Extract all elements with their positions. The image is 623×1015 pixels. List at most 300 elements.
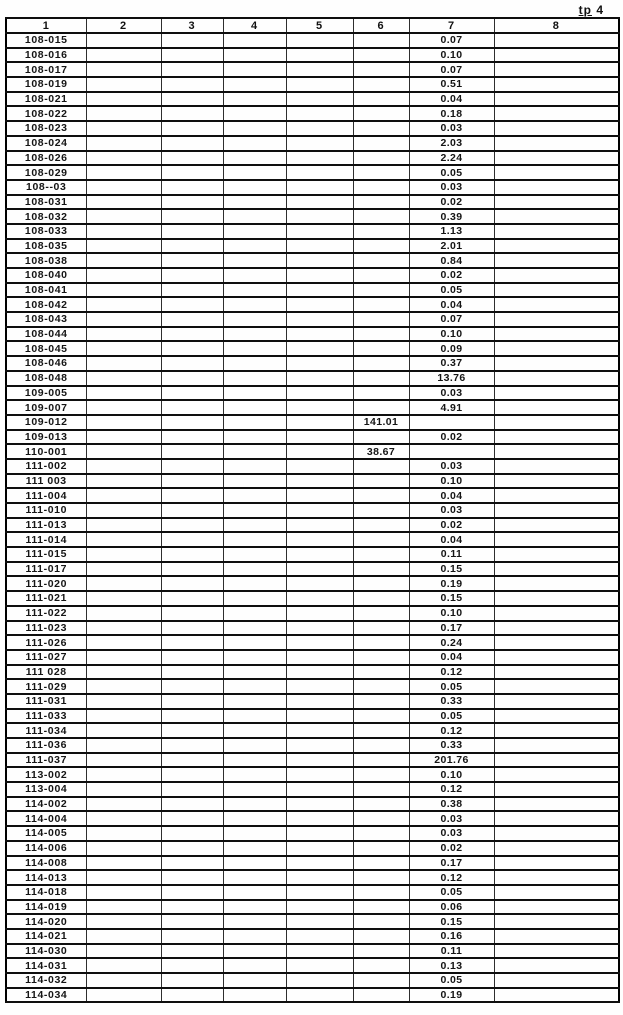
empty-cell xyxy=(86,767,161,782)
value-cell: 0.04 xyxy=(409,92,494,107)
value-cell: 1.13 xyxy=(409,224,494,239)
empty-cell xyxy=(494,180,619,195)
empty-cell xyxy=(494,635,619,650)
empty-cell xyxy=(223,650,286,665)
empty-cell xyxy=(286,591,353,606)
empty-cell xyxy=(161,444,223,459)
empty-cell xyxy=(86,268,161,283)
row-id-cell: 108-032 xyxy=(6,209,86,224)
row-id-cell: 114-020 xyxy=(6,914,86,929)
value-cell: 0.03 xyxy=(409,386,494,401)
empty-cell xyxy=(223,929,286,944)
empty-cell xyxy=(409,444,494,459)
empty-cell xyxy=(494,312,619,327)
empty-cell xyxy=(353,723,409,738)
row-id-cell: 111 028 xyxy=(6,665,86,680)
empty-cell xyxy=(86,665,161,680)
table-row xyxy=(6,459,619,474)
value-cell: 0.12 xyxy=(409,870,494,885)
empty-cell xyxy=(286,62,353,77)
row-id-cell: 111-020 xyxy=(6,576,86,591)
empty-cell xyxy=(494,562,619,577)
empty-cell xyxy=(353,738,409,753)
value-cell: 0.17 xyxy=(409,856,494,871)
empty-cell xyxy=(494,62,619,77)
empty-cell xyxy=(223,106,286,121)
table-row xyxy=(6,665,619,680)
row-id-cell: 108-040 xyxy=(6,268,86,283)
table-row xyxy=(6,195,619,210)
empty-cell xyxy=(161,606,223,621)
row-id-cell: 111-029 xyxy=(6,679,86,694)
row-id-cell: 114-019 xyxy=(6,900,86,915)
empty-cell xyxy=(161,841,223,856)
row-id-cell: 114-032 xyxy=(6,973,86,988)
empty-cell xyxy=(353,870,409,885)
empty-cell xyxy=(286,444,353,459)
value-cell: 4.91 xyxy=(409,400,494,415)
empty-cell xyxy=(353,488,409,503)
empty-cell xyxy=(161,826,223,841)
empty-cell xyxy=(286,709,353,724)
empty-cell xyxy=(286,856,353,871)
empty-cell xyxy=(223,268,286,283)
table-row xyxy=(6,136,619,151)
empty-cell xyxy=(86,503,161,518)
row-id-cell: 113-002 xyxy=(6,767,86,782)
empty-cell xyxy=(161,48,223,63)
empty-cell xyxy=(223,209,286,224)
empty-cell xyxy=(86,929,161,944)
row-id-cell: 108-033 xyxy=(6,224,86,239)
value-cell: 0.02 xyxy=(409,518,494,533)
table-row xyxy=(6,944,619,959)
empty-cell xyxy=(161,532,223,547)
empty-cell xyxy=(494,474,619,489)
empty-cell xyxy=(161,253,223,268)
empty-cell xyxy=(494,224,619,239)
empty-cell xyxy=(86,106,161,121)
empty-cell xyxy=(494,77,619,92)
empty-cell xyxy=(353,841,409,856)
value-cell: 0.07 xyxy=(409,33,494,48)
empty-cell xyxy=(86,474,161,489)
value-cell: 0.04 xyxy=(409,297,494,312)
empty-cell xyxy=(353,826,409,841)
value-cell: 0.12 xyxy=(409,665,494,680)
empty-cell xyxy=(161,415,223,430)
empty-cell xyxy=(161,121,223,136)
empty-cell xyxy=(286,165,353,180)
row-id-cell: 109-005 xyxy=(6,386,86,401)
empty-cell xyxy=(353,195,409,210)
empty-cell xyxy=(161,562,223,577)
empty-cell xyxy=(223,870,286,885)
empty-cell xyxy=(286,92,353,107)
empty-cell xyxy=(494,870,619,885)
row-id-cell: 110-001 xyxy=(6,444,86,459)
column-header-8: 8 xyxy=(494,18,619,33)
empty-cell xyxy=(223,856,286,871)
empty-cell xyxy=(161,503,223,518)
value-cell: 0.10 xyxy=(409,606,494,621)
table-row xyxy=(6,430,619,445)
row-id-cell: 108-017 xyxy=(6,62,86,77)
empty-cell xyxy=(286,195,353,210)
empty-cell xyxy=(223,988,286,1003)
empty-cell xyxy=(86,297,161,312)
value-cell: 0.02 xyxy=(409,430,494,445)
row-id-cell: 111-010 xyxy=(6,503,86,518)
empty-cell xyxy=(353,106,409,121)
empty-cell xyxy=(286,900,353,915)
empty-cell xyxy=(223,753,286,768)
empty-cell xyxy=(223,400,286,415)
empty-cell xyxy=(86,591,161,606)
table-row xyxy=(6,444,619,459)
empty-cell xyxy=(223,151,286,166)
empty-cell xyxy=(223,165,286,180)
empty-cell xyxy=(353,532,409,547)
empty-cell xyxy=(286,488,353,503)
empty-cell xyxy=(353,400,409,415)
empty-cell xyxy=(86,459,161,474)
empty-cell xyxy=(86,430,161,445)
column-header-2: 2 xyxy=(86,18,161,33)
empty-cell xyxy=(494,988,619,1003)
data-table xyxy=(5,17,620,1003)
page-label-number: 4 xyxy=(596,3,604,17)
empty-cell xyxy=(223,738,286,753)
empty-cell xyxy=(161,224,223,239)
empty-cell xyxy=(409,415,494,430)
empty-cell xyxy=(353,327,409,342)
value-cell: 0.04 xyxy=(409,650,494,665)
empty-cell xyxy=(286,635,353,650)
empty-cell xyxy=(223,283,286,298)
empty-cell xyxy=(353,503,409,518)
empty-cell xyxy=(161,621,223,636)
empty-cell xyxy=(494,239,619,254)
row-id-cell: 108-024 xyxy=(6,136,86,151)
empty-cell xyxy=(286,341,353,356)
empty-cell xyxy=(223,723,286,738)
empty-cell xyxy=(223,547,286,562)
empty-cell xyxy=(161,958,223,973)
empty-cell xyxy=(86,400,161,415)
empty-cell xyxy=(86,547,161,562)
empty-cell xyxy=(286,386,353,401)
empty-cell xyxy=(286,576,353,591)
table-row xyxy=(6,341,619,356)
row-id-cell: 114-008 xyxy=(6,856,86,871)
value-cell: 0.03 xyxy=(409,121,494,136)
empty-cell xyxy=(353,797,409,812)
empty-cell xyxy=(86,151,161,166)
empty-cell xyxy=(161,811,223,826)
table-row xyxy=(6,826,619,841)
empty-cell xyxy=(353,988,409,1003)
row-id-cell: 108-044 xyxy=(6,327,86,342)
empty-cell xyxy=(86,650,161,665)
empty-cell xyxy=(494,48,619,63)
table-row xyxy=(6,635,619,650)
empty-cell xyxy=(494,606,619,621)
row-id-cell: 108-022 xyxy=(6,106,86,121)
empty-cell xyxy=(353,914,409,929)
value-cell: 0.38 xyxy=(409,797,494,812)
empty-cell xyxy=(223,591,286,606)
empty-cell xyxy=(494,459,619,474)
empty-cell xyxy=(286,841,353,856)
table-row xyxy=(6,268,619,283)
empty-cell xyxy=(494,165,619,180)
empty-cell xyxy=(223,885,286,900)
empty-cell xyxy=(86,679,161,694)
value-cell: 0.03 xyxy=(409,180,494,195)
empty-cell xyxy=(161,33,223,48)
value-cell: 0.18 xyxy=(409,106,494,121)
empty-cell xyxy=(494,856,619,871)
row-id-cell: 109-007 xyxy=(6,400,86,415)
column-header-row xyxy=(6,18,619,33)
value-cell: 0.12 xyxy=(409,782,494,797)
empty-cell xyxy=(494,797,619,812)
empty-cell xyxy=(494,591,619,606)
empty-cell xyxy=(286,885,353,900)
empty-cell xyxy=(223,606,286,621)
empty-cell xyxy=(494,532,619,547)
value-cell: 0.03 xyxy=(409,826,494,841)
empty-cell xyxy=(161,929,223,944)
value-cell: 0.10 xyxy=(409,474,494,489)
empty-cell xyxy=(86,914,161,929)
empty-cell xyxy=(494,826,619,841)
empty-cell xyxy=(86,576,161,591)
empty-cell xyxy=(223,371,286,386)
row-id-cell: 114-006 xyxy=(6,841,86,856)
table-row xyxy=(6,870,619,885)
empty-cell xyxy=(353,239,409,254)
empty-cell xyxy=(86,885,161,900)
value-cell: 13.76 xyxy=(409,371,494,386)
empty-cell xyxy=(161,459,223,474)
table-row xyxy=(6,518,619,533)
empty-cell xyxy=(353,121,409,136)
empty-cell xyxy=(161,856,223,871)
empty-cell xyxy=(286,782,353,797)
row-id-cell: 111-017 xyxy=(6,562,86,577)
value-cell: 0.05 xyxy=(409,885,494,900)
empty-cell xyxy=(223,826,286,841)
empty-cell xyxy=(353,562,409,577)
empty-cell xyxy=(161,356,223,371)
row-id-cell: 114-030 xyxy=(6,944,86,959)
row-id-cell: 111-034 xyxy=(6,723,86,738)
value-cell: 0.15 xyxy=(409,591,494,606)
empty-cell xyxy=(353,694,409,709)
empty-cell xyxy=(286,503,353,518)
row-id-cell: 108-042 xyxy=(6,297,86,312)
empty-cell xyxy=(86,136,161,151)
empty-cell xyxy=(494,782,619,797)
empty-cell xyxy=(86,386,161,401)
empty-cell xyxy=(86,738,161,753)
empty-cell xyxy=(286,239,353,254)
empty-cell xyxy=(161,738,223,753)
row-id-cell: 114-002 xyxy=(6,797,86,812)
empty-cell xyxy=(353,386,409,401)
empty-cell xyxy=(161,62,223,77)
empty-cell xyxy=(353,312,409,327)
empty-cell xyxy=(286,136,353,151)
row-id-cell: 108-038 xyxy=(6,253,86,268)
empty-cell xyxy=(353,268,409,283)
table-row xyxy=(6,48,619,63)
table-row xyxy=(6,621,619,636)
empty-cell xyxy=(353,591,409,606)
table-row xyxy=(6,371,619,386)
empty-cell xyxy=(494,444,619,459)
empty-cell xyxy=(286,121,353,136)
empty-cell xyxy=(223,900,286,915)
empty-cell xyxy=(86,180,161,195)
table-row xyxy=(6,973,619,988)
table-row xyxy=(6,929,619,944)
table-row xyxy=(6,474,619,489)
row-id-cell: 108-015 xyxy=(6,33,86,48)
empty-cell xyxy=(223,48,286,63)
empty-cell xyxy=(494,268,619,283)
value-cell: 0.05 xyxy=(409,165,494,180)
row-id-cell: 111-037 xyxy=(6,753,86,768)
row-id-cell: 111 003 xyxy=(6,474,86,489)
empty-cell xyxy=(86,341,161,356)
empty-cell xyxy=(223,694,286,709)
table-row xyxy=(6,356,619,371)
empty-cell xyxy=(161,209,223,224)
empty-cell xyxy=(353,136,409,151)
value-cell: 0.39 xyxy=(409,209,494,224)
empty-cell xyxy=(353,679,409,694)
value-cell: 0.02 xyxy=(409,268,494,283)
empty-cell xyxy=(353,885,409,900)
empty-cell xyxy=(223,239,286,254)
row-id-cell: 111-026 xyxy=(6,635,86,650)
empty-cell xyxy=(353,48,409,63)
table-row xyxy=(6,900,619,915)
page-number-label xyxy=(579,3,604,17)
empty-cell xyxy=(286,811,353,826)
empty-cell xyxy=(86,121,161,136)
empty-cell xyxy=(494,841,619,856)
empty-cell xyxy=(161,797,223,812)
empty-cell xyxy=(494,885,619,900)
row-id-cell: 108-023 xyxy=(6,121,86,136)
empty-cell xyxy=(353,635,409,650)
empty-cell xyxy=(353,811,409,826)
empty-cell xyxy=(86,77,161,92)
empty-cell xyxy=(286,312,353,327)
value-cell: 0.51 xyxy=(409,77,494,92)
column-header-3: 3 xyxy=(161,18,223,33)
row-id-cell: 114-021 xyxy=(6,929,86,944)
value-cell: 0.02 xyxy=(409,841,494,856)
value-cell: 0.05 xyxy=(409,679,494,694)
value-cell: 0.19 xyxy=(409,576,494,591)
empty-cell xyxy=(86,782,161,797)
empty-cell xyxy=(353,474,409,489)
empty-cell xyxy=(494,973,619,988)
table-row xyxy=(6,914,619,929)
table-row xyxy=(6,782,619,797)
empty-cell xyxy=(286,253,353,268)
empty-cell xyxy=(286,283,353,298)
empty-cell xyxy=(86,870,161,885)
row-id-cell: 108-043 xyxy=(6,312,86,327)
empty-cell xyxy=(353,665,409,680)
empty-cell xyxy=(223,415,286,430)
empty-cell xyxy=(223,958,286,973)
empty-cell xyxy=(161,709,223,724)
table-row xyxy=(6,958,619,973)
table-row xyxy=(6,606,619,621)
empty-cell xyxy=(223,224,286,239)
empty-cell xyxy=(161,430,223,445)
empty-cell xyxy=(286,415,353,430)
row-id-cell: 109-012 xyxy=(6,415,86,430)
empty-cell xyxy=(494,753,619,768)
empty-cell xyxy=(161,283,223,298)
empty-cell xyxy=(494,371,619,386)
empty-cell xyxy=(494,900,619,915)
empty-cell xyxy=(353,77,409,92)
empty-cell xyxy=(286,77,353,92)
table-row xyxy=(6,400,619,415)
value-cell: 0.11 xyxy=(409,944,494,959)
empty-cell xyxy=(223,973,286,988)
empty-cell xyxy=(86,635,161,650)
empty-cell xyxy=(86,33,161,48)
column-header-1: 1 xyxy=(6,18,86,33)
table-row xyxy=(6,224,619,239)
empty-cell xyxy=(161,518,223,533)
table-row xyxy=(6,106,619,121)
empty-cell xyxy=(86,694,161,709)
empty-cell xyxy=(286,430,353,445)
empty-cell xyxy=(161,371,223,386)
value-cell: 141.01 xyxy=(353,415,409,430)
empty-cell xyxy=(86,988,161,1003)
empty-cell xyxy=(353,782,409,797)
empty-cell xyxy=(86,518,161,533)
empty-cell xyxy=(286,48,353,63)
empty-cell xyxy=(223,782,286,797)
empty-cell xyxy=(494,503,619,518)
value-cell: 0.04 xyxy=(409,488,494,503)
empty-cell xyxy=(286,209,353,224)
empty-cell xyxy=(86,826,161,841)
empty-cell xyxy=(353,944,409,959)
empty-cell xyxy=(494,767,619,782)
empty-cell xyxy=(86,48,161,63)
value-cell: 0.03 xyxy=(409,459,494,474)
empty-cell xyxy=(353,856,409,871)
table-row xyxy=(6,767,619,782)
empty-cell xyxy=(86,958,161,973)
empty-cell xyxy=(286,738,353,753)
empty-cell xyxy=(86,209,161,224)
